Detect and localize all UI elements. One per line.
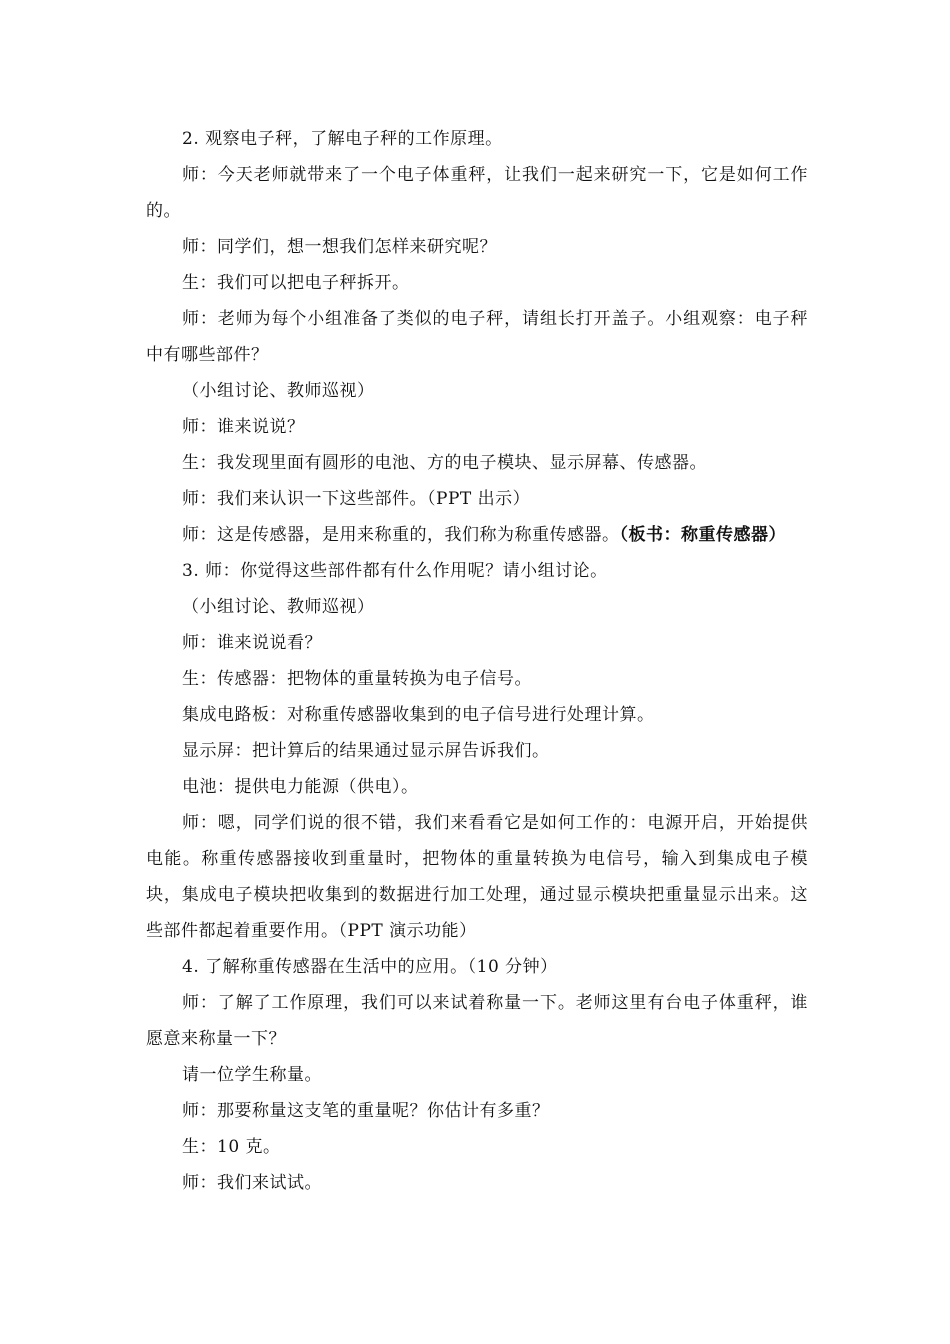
dialogue-paragraph (146, 985, 808, 1057)
section-heading-2 (146, 121, 808, 157)
stage-direction (146, 373, 808, 409)
dialogue-paragraph (146, 517, 808, 553)
paragraph-text: 师：我们来试试。 (182, 1173, 322, 1193)
paragraph-text: 3. 师：你觉得这些部件都有什么作用呢？请小组讨论。 (182, 561, 608, 581)
paragraph-text: 师：我们来认识一下这些部件。（PPT 出示） (182, 489, 531, 509)
paragraph-text: 2. 观察电子秤，了解电子秤的工作原理。 (182, 129, 503, 149)
board-note: （板书：称重传感器） (619, 525, 786, 545)
paragraph-text: 生：10 克。 (182, 1137, 281, 1157)
paragraph-text: 生：我们可以把电子秤拆开。 (182, 273, 410, 293)
paragraph-text: 集成电路板：对称重传感器收集到的电子信号进行处理计算。 (182, 705, 655, 725)
paragraph-text: 师：嗯，同学们说的很不错，我们来看看它是如何工作的：电源开启，开始提供电能。称重传感器接收到重量时，把物体的重量转换为电信号，输入到集成电子模块，集成电子模块把收集到的数据进行加工处理，通过显示模块把重量显示出来。这些部件都起着重要作用。（PPT 演示功能） (146, 813, 808, 941)
paragraph-text: 师：那要称量这支笔的重量呢？你估计有多重？ (182, 1101, 550, 1121)
paragraph-text: 师：今天老师就带来了一个电子体重秤，让我们一起来研究一下，它是如何工作的。 (146, 165, 808, 221)
dialogue-paragraph (146, 265, 808, 301)
stage-direction (146, 589, 808, 625)
component-description (146, 769, 808, 805)
dialogue-paragraph (146, 1165, 808, 1201)
dialogue-paragraph (146, 481, 808, 517)
paragraph-text: 显示屏：把计算后的结果通过显示屏告诉我们。 (182, 741, 550, 761)
paragraph-text: （小组讨论、教师巡视） (182, 381, 375, 401)
dialogue-paragraph (146, 409, 808, 445)
dialogue-paragraph (146, 301, 808, 373)
paragraph-text: 师：了解了工作原理，我们可以来试着称量一下。老师这里有台电子体重秤，谁愿意来称量一下？ (146, 993, 808, 1049)
paragraph-text: 4. 了解称重传感器在生活中的应用。（10 分钟） (182, 957, 558, 977)
dialogue-paragraph (146, 1057, 808, 1093)
paragraph-text: 师：谁来说说看？ (182, 633, 322, 653)
paragraph-text: 生：我发现里面有圆形的电池、方的电子模块、显示屏幕、传感器。 (182, 453, 707, 473)
component-description (146, 733, 808, 769)
paragraph-text: 生：传感器：把物体的重量转换为电子信号。 (182, 669, 532, 689)
component-description (146, 697, 808, 733)
dialogue-paragraph (146, 661, 808, 697)
dialogue-paragraph (146, 445, 808, 481)
document-body (146, 121, 808, 1201)
paragraph-text: 师：老师为每个小组准备了类似的电子秤，请组长打开盖子。小组观察：电子秤中有哪些部件？ (146, 309, 808, 365)
paragraph-text: 师：同学们，想一想我们怎样来研究呢？ (182, 237, 497, 257)
paragraph-text: 请一位学生称量。 (182, 1065, 322, 1085)
dialogue-paragraph (146, 229, 808, 265)
dialogue-paragraph (146, 625, 808, 661)
dialogue-paragraph (146, 805, 808, 949)
paragraph-text: 师：这是传感器，是用来称重的，我们称为称重传感器。 (182, 525, 620, 545)
dialogue-paragraph (146, 1093, 808, 1129)
paragraph-text: 电池：提供电力能源（供电）。 (182, 777, 419, 797)
section-heading-4 (146, 949, 808, 985)
paragraph-text: 师：谁来说说？ (182, 417, 305, 437)
section-heading-3 (146, 553, 808, 589)
dialogue-paragraph (146, 157, 808, 229)
paragraph-text: （小组讨论、教师巡视） (182, 597, 375, 617)
dialogue-paragraph (146, 1129, 808, 1165)
